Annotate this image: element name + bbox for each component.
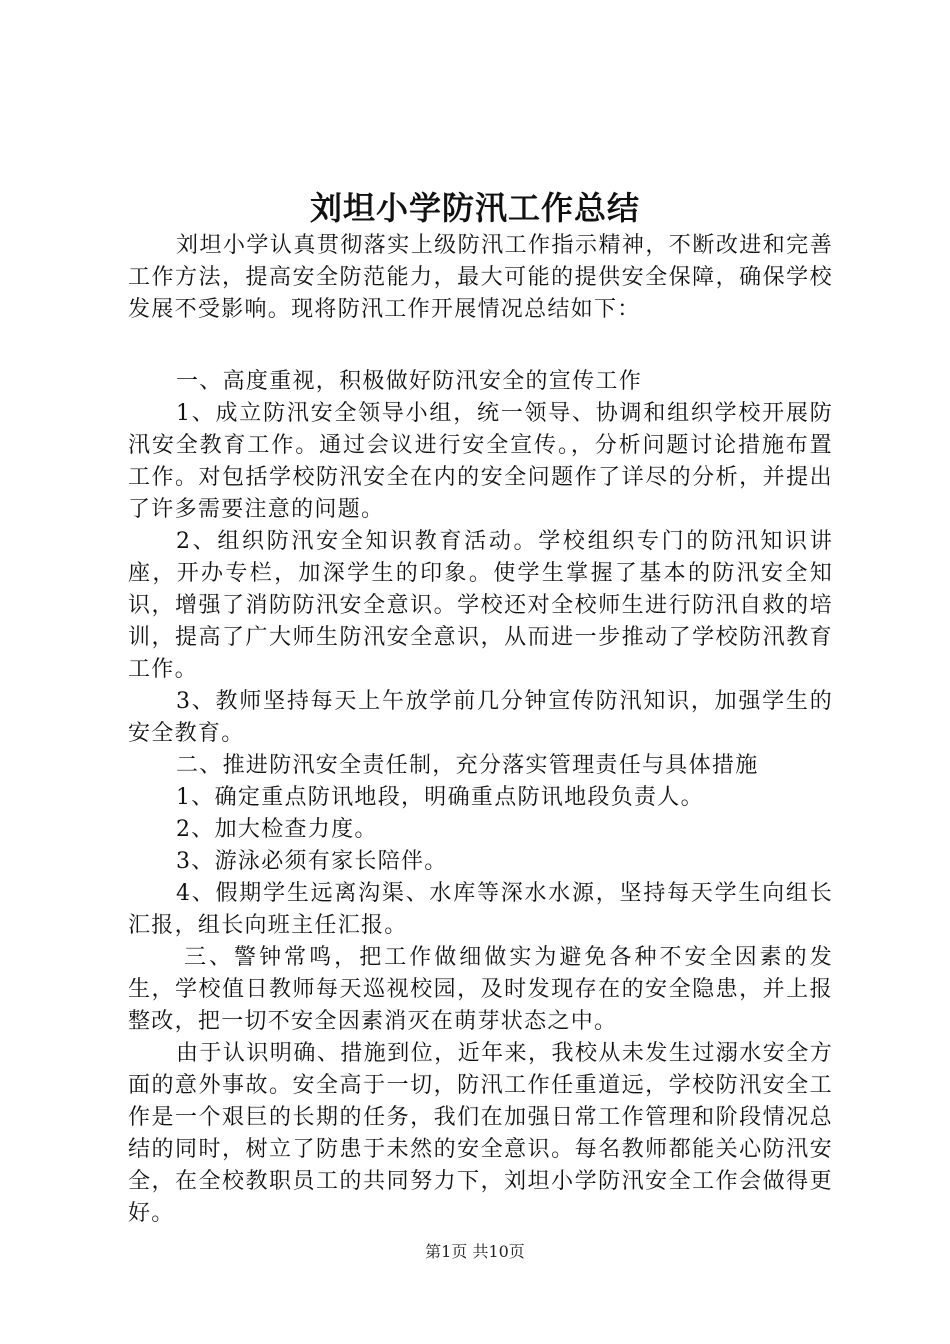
section-2-item-4: 4、假期学生远离沟渠、水库等深水水源，坚持每天学生向组长汇报，组长向班主任汇报。: [128, 881, 833, 938]
section-1-item-3: 3、教师坚持每天上午放学前几分钟宣传防汛知识，加强学生的安全教育。: [128, 689, 833, 746]
page-footer: 第1页 共10页: [425, 1242, 525, 1261]
section-1-item-2: 2、组织防汛安全知识教育活动。学校组织专门的防汛知识讲座，开办专栏，加深学生的印象。使学生掌握了基本的防汛安全知识，增强了消防防汛安全意识。学校还对全校师生进行防汛自救的培训，提高了广大师生防汛安全意识，从而进一步推动了学校防汛教育工作。: [128, 529, 833, 682]
document-title: 刘坦小学防汛工作总结: [309, 189, 640, 227]
section-3-paragraph: 三、警钟常鸣，把工作做细做实为避免各种不安全因素的发生，学校值日教师每天巡视校园，及时发现存在的安全隐患，并上报整改，把一切不安全因素消灭在萌芽状态之中。: [128, 945, 833, 1034]
intro-paragraph: 刘坦小学认真贯彻落实上级防汛工作指示精神，不断改进和完善工作方法，提高安全防范能力，最大可能的提供安全保障，确保学校发展不受影响。现将防汛工作开展情况总结如下：: [128, 233, 833, 322]
document-body: [128, 230, 833, 1230]
section-2-item-3: 3、游泳必须有家长陪伴。: [176, 849, 448, 874]
section-2-item-2: 2、加大检查力度。: [176, 817, 378, 842]
section-2-item-1: 1、确定重点防讯地段，明确重点防讯地段负责人。: [176, 785, 704, 810]
section-1-heading: 一、高度重视，积极做好防汛安全的宣传工作: [176, 369, 643, 394]
paragraph-gap: [128, 326, 833, 366]
section-2-heading: 二、推进防汛安全责任制，充分落实管理责任与具体措施: [176, 753, 759, 778]
conclusion-paragraph: 由于认识明确、措施到位，近年来，我校从未发生过溺水安全方面的意外事故。安全高于一切，防汛工作任重道远，学校防汛安全工作是一个艰巨的长期的任务，我们在加强日常工作管理和阶段情况总结的同时，树立了防患于未然的安全意识。每名教师都能关心防汛安全，在全校教职员工的共同努力下，刘坦小学防汛安全工作会做得更好。: [128, 1041, 833, 1226]
section-1-item-1: 1、成立防汛安全领导小组，统一领导、协调和组织学校开展防汛安全教育工作。通过会议进行安全宣传。，分析问题讨论措施布置工作。对包括学校防汛安全在内的安全问题作了详尽的分析，并提出了许多需要注意的问题。: [128, 401, 833, 522]
